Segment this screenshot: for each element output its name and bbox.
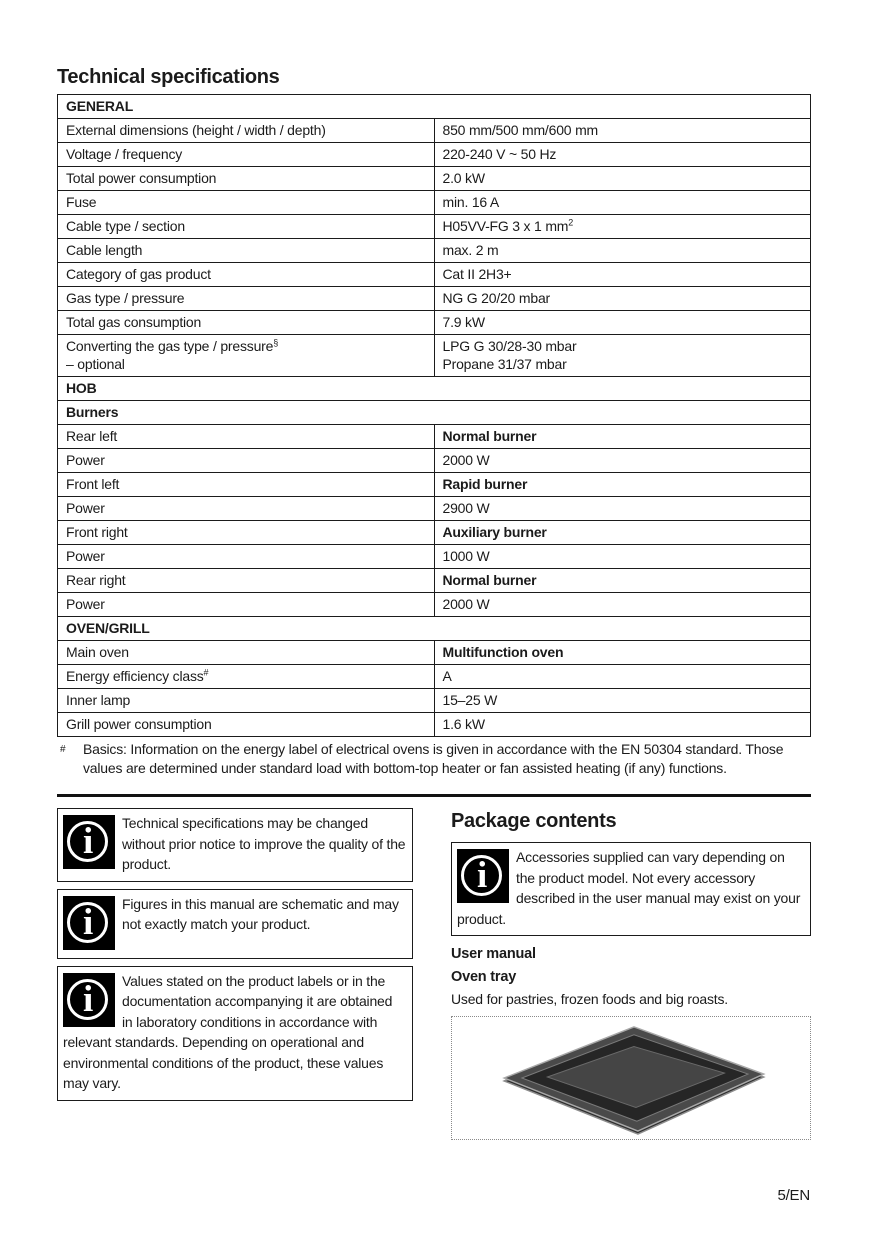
spec-row (58, 311, 811, 335)
page-title: Technical specifications (57, 66, 280, 88)
spec-value: min. 16 A (434, 191, 811, 215)
footnote-text: Basics: Information on the energy label of electrical ovens is given in accordance with the EN 50304 standard. Those values are determined under standard load with bottom-top heater or fan assisted heating (if any) functions. (83, 741, 784, 776)
info-note-box (57, 966, 413, 1101)
section-divider (57, 794, 811, 797)
spec-row (58, 287, 811, 311)
spec-row (58, 449, 811, 473)
info-note-text: Technical specifications may be changed without prior notice to improve the quality of the product. (122, 815, 406, 872)
info-note-text: Figures in this manual are schematic and may not exactly match your product. (122, 895, 399, 932)
spec-section-label: OVEN/GRILL (58, 617, 811, 641)
footnote (57, 740, 811, 778)
spec-key: Grill power consumption (58, 713, 435, 737)
spec-row (58, 641, 811, 665)
package-note-box (451, 842, 811, 936)
spec-key: Total power consumption (58, 167, 435, 191)
spec-row (58, 119, 811, 143)
info-notes-column (57, 808, 413, 1140)
oven-tray-image-frame (451, 1016, 811, 1140)
info-note-box (57, 889, 413, 959)
spec-row (58, 263, 811, 287)
spec-row (58, 497, 811, 521)
spec-row (58, 167, 811, 191)
info-icon-glyph: i (476, 855, 488, 896)
spec-key: Voltage / frequency (58, 143, 435, 167)
spec-value: 220-240 V ~ 50 Hz (434, 143, 811, 167)
spec-key: Inner lamp (58, 689, 435, 713)
spec-value: 2.0 kW (434, 167, 811, 191)
spec-table (57, 94, 811, 737)
info-icon (63, 815, 115, 869)
package-note-text: Accessories supplied can vary depending on the product model. Not every accessory described in the user manual may exist on your product. (457, 849, 801, 927)
info-icon-glyph: i (82, 821, 94, 862)
info-note-text: Values stated on the product labels or in the documentation accompanying it are obtained in laboratory conditions in accordance with relevant standards. Depending on operational and environmental conditions of the product, these values may vary. (63, 972, 393, 1091)
spec-row (58, 569, 811, 593)
oven-tray-image (478, 1020, 784, 1136)
spec-row (58, 239, 811, 263)
info-icon-glyph: i (82, 901, 94, 943)
spec-row (58, 689, 811, 713)
spec-row (58, 473, 811, 497)
spec-key: Fuse (58, 191, 435, 215)
info-icon-glyph: i (82, 978, 94, 1020)
spec-row (58, 665, 811, 689)
spec-key: External dimensions (height / width / depth) (58, 119, 435, 143)
spec-key: Gas type / pressure (58, 287, 435, 311)
spec-key: Energy efficiency class# (58, 665, 435, 689)
spec-key: Power (58, 449, 435, 473)
spec-value: 850 mm/500 mm/600 mm (434, 119, 811, 143)
spec-section-row (58, 617, 811, 641)
spec-key: Front right (58, 521, 435, 545)
spec-value: H05VV-FG 3 x 1 $mm^2$ (434, 215, 811, 239)
spec-key: Cable type / section (58, 215, 435, 239)
spec-key: Power (58, 545, 435, 569)
spec-value: 7.9 kW (434, 311, 811, 335)
spec-section-row (58, 95, 811, 119)
spec-key: Category of gas product (58, 263, 435, 287)
spec-section-label: GENERAL (58, 95, 811, 119)
spec-row (58, 215, 811, 239)
spec-row (58, 521, 811, 545)
spec-key: Main oven (58, 641, 435, 665)
spec-row (58, 191, 811, 215)
spec-value: 2900 W (434, 497, 811, 521)
spec-table-body (58, 95, 811, 737)
spec-value: 15–25 W (434, 689, 811, 713)
package-item-user-manual: User manual (451, 946, 536, 962)
package-item-oven-tray: Oven tray (451, 969, 517, 985)
page-number: 5/EN (777, 1187, 810, 1204)
spec-section-label: Burners (58, 401, 811, 425)
spec-value: Rapid burner (434, 473, 811, 497)
spec-key: Power (58, 497, 435, 521)
spec-row (58, 593, 811, 617)
spec-key: Power (58, 593, 435, 617)
spec-value: Cat II 2H3+ (434, 263, 811, 287)
spec-key: Converting the gas type / pressure§ – optional (58, 335, 435, 377)
spec-value: 2000 W (434, 449, 811, 473)
spec-value: Auxiliary burner (434, 521, 811, 545)
package-contents-column (451, 808, 811, 1140)
info-note-box (57, 808, 413, 882)
spec-key: Total gas consumption (58, 311, 435, 335)
spec-section-row (58, 377, 811, 401)
spec-section-row (58, 401, 811, 425)
footnote-marker: # (60, 744, 66, 755)
bottom-columns (57, 808, 811, 1140)
spec-key: Front left (58, 473, 435, 497)
spec-value: A (434, 665, 811, 689)
spec-value: 2000 W (434, 593, 811, 617)
spec-key: Rear left (58, 425, 435, 449)
package-contents-title: Package contents (451, 810, 617, 832)
spec-key: Cable length (58, 239, 435, 263)
spec-section-label: HOB (58, 377, 811, 401)
spec-value: Normal burner (434, 425, 811, 449)
oven-tray-description: Used for pastries, frozen foods and big roasts. (451, 991, 728, 1007)
spec-value: Multifunction oven (434, 641, 811, 665)
spec-value: 1000 W (434, 545, 811, 569)
spec-row (58, 335, 811, 377)
spec-row (58, 545, 811, 569)
spec-row (58, 713, 811, 737)
spec-row (58, 143, 811, 167)
spec-key: Rear right (58, 569, 435, 593)
spec-row (58, 425, 811, 449)
spec-value: max. 2 m (434, 239, 811, 263)
info-icon (457, 849, 509, 903)
spec-value: Normal burner (434, 569, 811, 593)
spec-value: NG G 20/20 mbar (434, 287, 811, 311)
info-icon (63, 896, 115, 950)
info-icon (63, 973, 115, 1027)
spec-value: 1.6 kW (434, 713, 811, 737)
spec-value: LPG G 30/28-30 mbar Propane 31/37 mbar (434, 335, 811, 377)
